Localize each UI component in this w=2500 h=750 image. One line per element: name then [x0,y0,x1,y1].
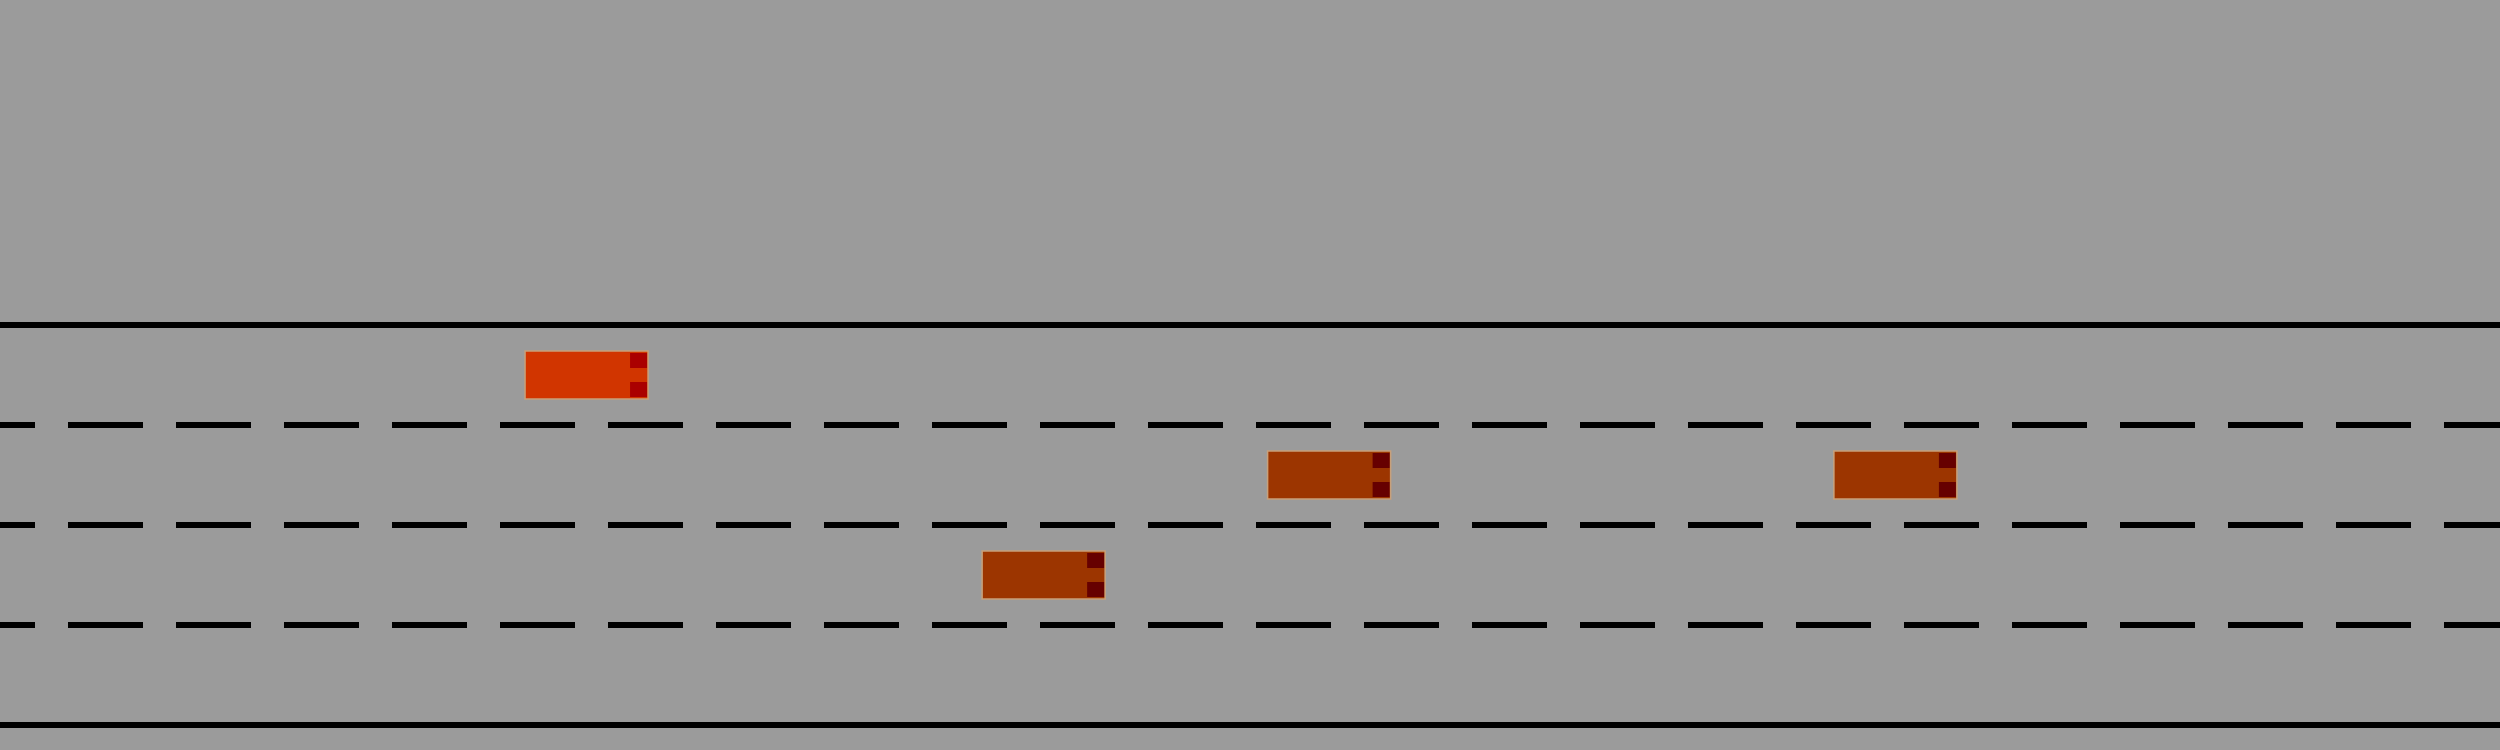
other-vehicle-2-body [1834,451,1957,499]
other-vehicle-3-light-bottom [1087,582,1104,597]
ego-vehicle-light-bottom [630,382,647,397]
other-vehicle-3 [982,551,1105,599]
other-vehicle-2-light-top [1939,453,1956,468]
ego-vehicle [525,351,648,399]
other-vehicle-3-body [982,551,1105,599]
other-vehicle-2-light-bottom [1939,482,1956,497]
other-vehicle-1-light-top [1373,453,1390,468]
other-vehicle-1 [1268,451,1391,499]
vehicles-layer [525,351,1957,599]
ego-vehicle-body [525,351,648,399]
other-vehicle-1-body [1268,451,1391,499]
other-vehicle-3-light-top [1087,553,1104,568]
other-vehicle-2 [1834,451,1957,499]
ego-vehicle-light-top [630,353,647,368]
lane-markings [0,325,2500,725]
other-vehicle-1-light-bottom [1373,482,1390,497]
